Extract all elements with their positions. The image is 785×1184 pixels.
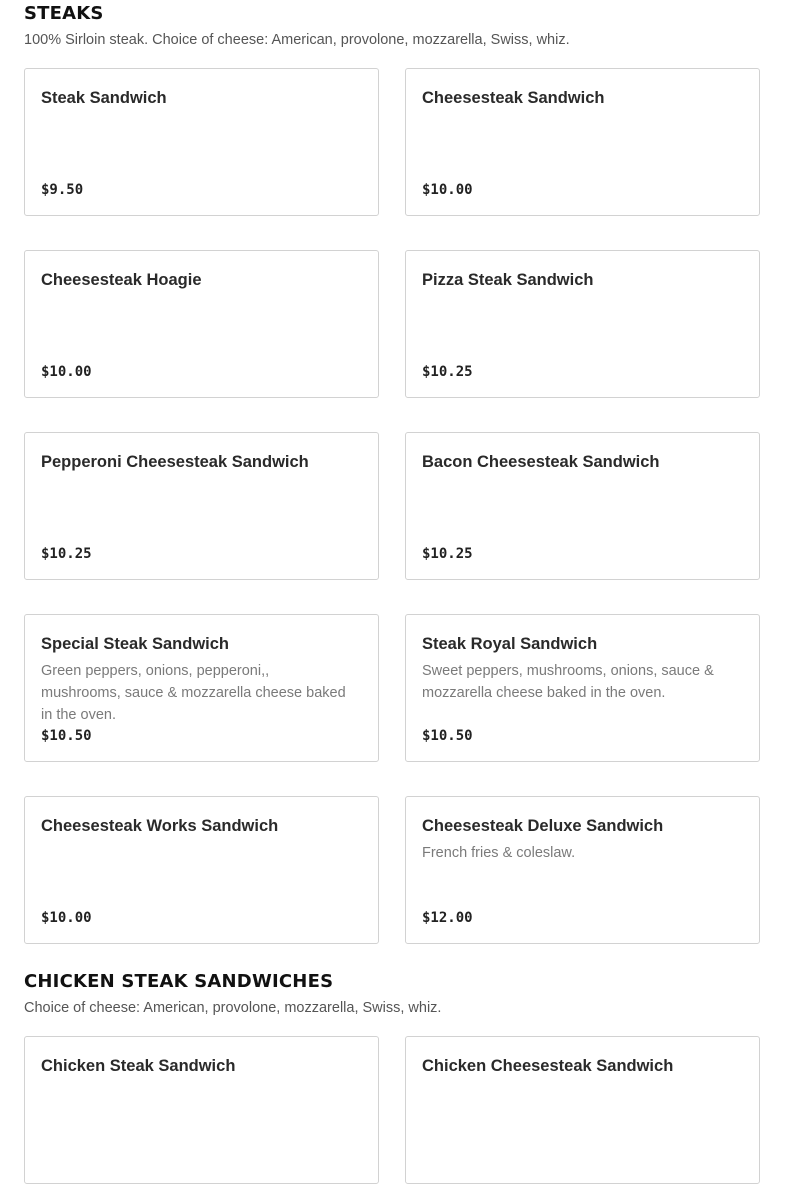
menu-item-cheesesteak-sandwich[interactable] — [405, 68, 760, 216]
menu-item-price: $10.00 — [41, 910, 92, 926]
menu-item-chicken-steak-sandwich[interactable] — [24, 1036, 379, 1184]
menu-item-cheesesteak-works-sandwich[interactable] — [24, 796, 379, 944]
section-title-steaks: STEAKS — [24, 3, 104, 24]
section-description-chicken-steak-sandwiches: Choice of cheese: American, provolone, mozzarella, Swiss, whiz. — [24, 1000, 442, 1016]
menu-item-special-steak-sandwich[interactable] — [24, 614, 379, 762]
menu-item-chicken-cheesesteak-sandwich[interactable] — [405, 1036, 760, 1184]
menu-item-name: Cheesesteak Sandwich — [422, 89, 605, 107]
menu-item-name: Chicken Steak Sandwich — [41, 1057, 236, 1075]
menu-item-cheesesteak-deluxe-sandwich[interactable] — [405, 796, 760, 944]
menu-item-steak-royal-sandwich[interactable] — [405, 614, 760, 762]
menu-item-name: Special Steak Sandwich — [41, 635, 229, 653]
section-title-chicken-steak-sandwiches: CHICKEN STEAK SANDWICHES — [24, 971, 334, 992]
menu-item-price: $9.50 — [41, 182, 84, 198]
menu-item-name: Pepperoni Cheesesteak Sandwich — [41, 453, 309, 471]
menu-item-price: $10.00 — [422, 182, 473, 198]
menu-item-steak-sandwich[interactable] — [24, 68, 379, 216]
section-description-steaks: 100% Sirloin steak. Choice of cheese: American, provolone, mozzarella, Swiss, whiz. — [24, 32, 570, 48]
menu-item-price: $10.25 — [422, 546, 473, 562]
menu-item-name: Chicken Cheesesteak Sandwich — [422, 1057, 674, 1075]
menu-item-name: Pizza Steak Sandwich — [422, 271, 594, 289]
menu-item-name: Cheesesteak Works Sandwich — [41, 817, 279, 835]
menu-item-price: $10.25 — [422, 364, 473, 380]
menu-item-description: Sweet peppers, mushrooms, onions, sauce & mozzarella cheese baked in the oven. — [422, 663, 714, 701]
menu-item-description: French fries & coleslaw. — [422, 845, 576, 861]
menu-item-bacon-cheesesteak-sandwich[interactable] — [405, 432, 760, 580]
menu-item-name: Steak Royal Sandwich — [422, 635, 598, 653]
menu-item-name: Steak Sandwich — [41, 89, 167, 107]
menu-item-name: Cheesesteak Hoagie — [41, 271, 202, 289]
menu-item-price: $10.25 — [41, 546, 92, 562]
menu-item-name: Bacon Cheesesteak Sandwich — [422, 453, 660, 471]
menu-item-pepperoni-cheesesteak-sandwich[interactable] — [24, 432, 379, 580]
menu-item-name: Cheesesteak Deluxe Sandwich — [422, 817, 664, 835]
menu-item-pizza-steak-sandwich[interactable] — [405, 250, 760, 398]
menu-item-price: $12.00 — [422, 910, 473, 926]
menu-item-price: $10.50 — [422, 728, 473, 744]
menu-item-cheesesteak-hoagie[interactable] — [24, 250, 379, 398]
menu-item-price: $10.50 — [41, 728, 92, 744]
menu-item-price: $10.00 — [41, 364, 92, 380]
menu-item-description: Green peppers, onions, pepperoni,, mushrooms, sauce & mozzarella cheese baked in the oven. — [41, 663, 346, 723]
